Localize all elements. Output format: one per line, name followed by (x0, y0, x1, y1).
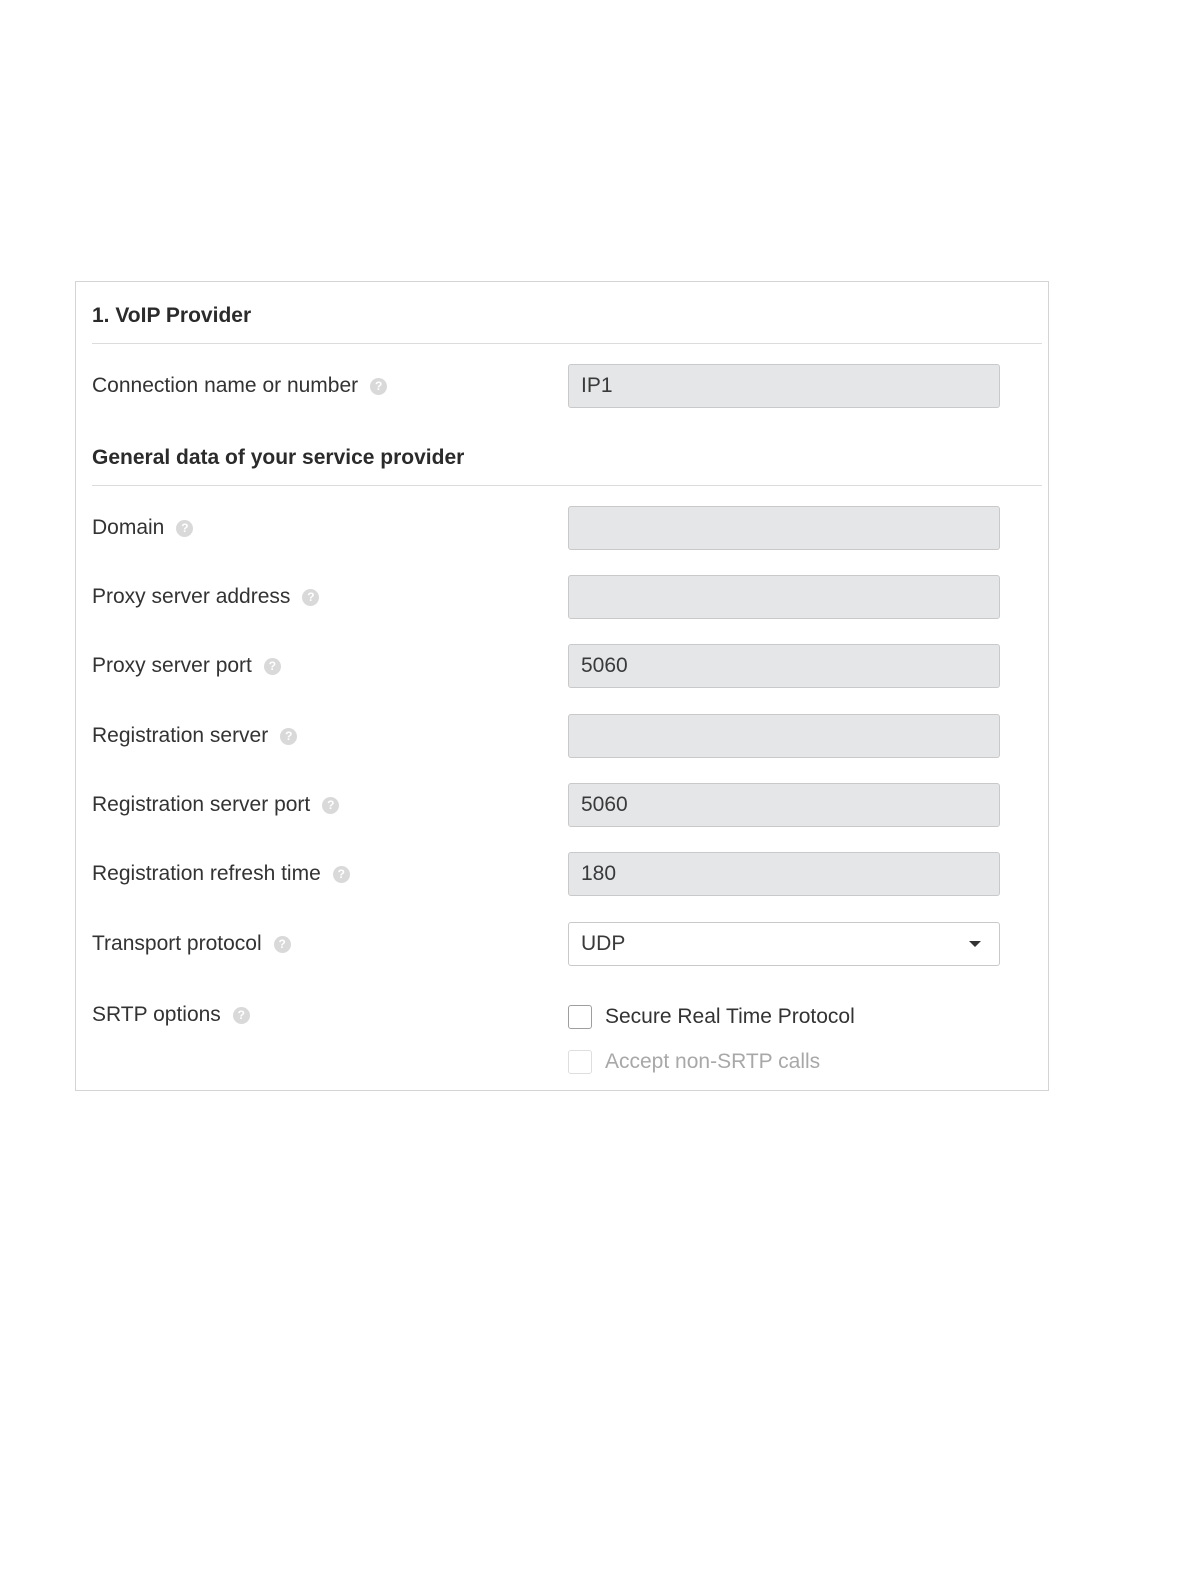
help-icon[interactable]: ? (264, 658, 281, 675)
general-data-heading: General data of your service provider (92, 446, 465, 469)
proxy-address-label (92, 575, 319, 619)
accept-non-srtp-option (568, 1047, 820, 1077)
proxy-port-label-text: Proxy server port (92, 654, 252, 677)
accept-non-srtp-checkbox (568, 1050, 592, 1074)
secure-rtp-option[interactable] (568, 1002, 855, 1032)
domain-label-text: Domain (92, 516, 165, 539)
help-icon[interactable]: ? (370, 378, 387, 395)
help-icon[interactable]: ? (333, 866, 350, 883)
accept-non-srtp-label: Accept non-SRTP calls (605, 1050, 821, 1073)
registration-server-input[interactable] (568, 714, 1000, 758)
connection-name-label-text: Connection name or number (92, 374, 359, 397)
registration-server-label-text: Registration server (92, 724, 269, 747)
transport-protocol-value: UDP (581, 932, 626, 955)
transport-protocol-label (92, 922, 291, 966)
proxy-port-label (92, 644, 281, 688)
proxy-address-label-text: Proxy server address (92, 585, 291, 608)
connection-name-input[interactable] (568, 364, 1000, 408)
refresh-time-label-text: Registration refresh time (92, 862, 321, 885)
domain-label (92, 506, 193, 550)
secure-rtp-label: Secure Real Time Protocol (605, 1005, 855, 1028)
registration-port-label-text: Registration server port (92, 793, 311, 816)
registration-port-input[interactable] (568, 783, 1000, 827)
divider (92, 343, 1042, 344)
refresh-time-input[interactable] (568, 852, 1000, 896)
proxy-port-input[interactable] (568, 644, 1000, 688)
srtp-options-label-text: SRTP options (92, 1003, 221, 1026)
divider (92, 485, 1042, 486)
help-icon[interactable]: ? (322, 797, 339, 814)
proxy-port-value: 5060 (581, 654, 628, 677)
transport-protocol-label-text: Transport protocol (92, 932, 262, 955)
srtp-options-label (92, 993, 250, 1037)
domain-input[interactable] (568, 506, 1000, 550)
registration-server-label (92, 714, 297, 758)
section-title: 1. VoIP Provider (92, 304, 252, 327)
refresh-time-label (92, 852, 350, 896)
help-icon[interactable]: ? (233, 1007, 250, 1024)
transport-protocol-select[interactable] (568, 922, 1000, 966)
secure-rtp-checkbox[interactable] (568, 1005, 592, 1029)
registration-port-value: 5060 (581, 793, 628, 816)
help-icon[interactable]: ? (274, 936, 291, 953)
chevron-down-icon (969, 941, 981, 947)
refresh-time-value: 180 (581, 862, 617, 885)
proxy-address-input[interactable] (568, 575, 1000, 619)
help-icon[interactable]: ? (176, 520, 193, 537)
voip-provider-panel (75, 281, 1049, 1091)
help-icon[interactable]: ? (280, 728, 297, 745)
help-icon[interactable]: ? (302, 589, 319, 606)
registration-port-label (92, 783, 339, 827)
connection-name-value: IP1 (581, 374, 613, 397)
connection-name-label (92, 364, 387, 408)
